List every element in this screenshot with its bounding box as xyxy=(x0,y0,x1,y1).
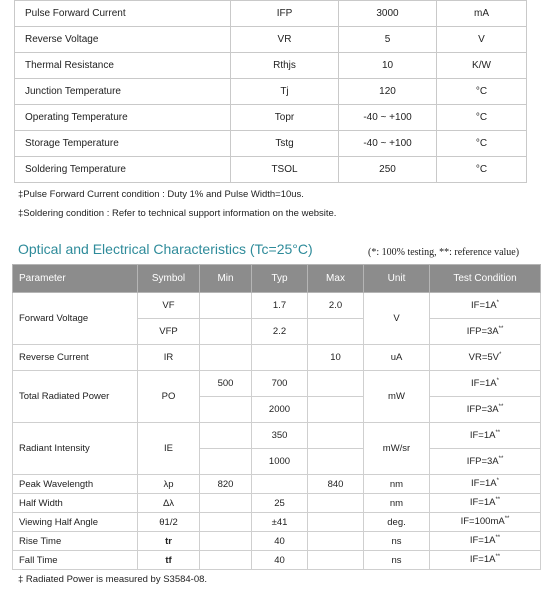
col-header-max: Max xyxy=(308,265,364,293)
condition-text: IF=1A xyxy=(469,430,496,442)
soldering-note: ‡Soldering condition : Refer to technical support information on the website. xyxy=(18,208,337,219)
condition-text: IF=1A xyxy=(469,497,496,509)
pulse-current-note: ‡Pulse Forward Current condition : Duty 1% and Pulse Width=10us. xyxy=(18,189,304,200)
condition-cell xyxy=(430,494,541,513)
typ-cell: 1.7 xyxy=(252,293,308,319)
table-row xyxy=(13,293,541,319)
param-cell: Pulse Forward Current xyxy=(15,1,231,27)
max-cell xyxy=(308,494,364,513)
test-mark: * xyxy=(499,351,502,358)
condition-cell xyxy=(430,423,541,449)
absolute-ratings-table xyxy=(14,0,527,183)
table-row xyxy=(13,494,541,513)
value-cell: -40 ~ +100 xyxy=(339,131,437,157)
table-row xyxy=(15,27,527,53)
table-row xyxy=(13,371,541,397)
symbol-cell: IFP xyxy=(231,1,339,27)
unit-cell: mW/sr xyxy=(364,423,430,475)
condition-text: IF=1A xyxy=(471,378,497,390)
param-cell: Reverse Voltage xyxy=(15,27,231,53)
param-cell: Forward Voltage xyxy=(13,293,138,345)
condition-cell xyxy=(430,513,541,532)
condition-cell xyxy=(430,397,541,423)
col-header-symbol: Symbol xyxy=(138,265,200,293)
table-row xyxy=(15,105,527,131)
condition-cell xyxy=(430,293,541,319)
condition-cell xyxy=(430,449,541,475)
condition-cell xyxy=(430,532,541,551)
symbol-cell: tf xyxy=(138,551,200,570)
symbol-cell: IR xyxy=(138,345,200,371)
param-cell: Storage Temperature xyxy=(15,131,231,157)
col-header-parameter: Parameter xyxy=(13,265,138,293)
symbol-cell: Tstg xyxy=(231,131,339,157)
test-mark: * xyxy=(496,478,499,485)
min-cell xyxy=(200,319,252,345)
max-cell: 10 xyxy=(308,345,364,371)
table-row xyxy=(15,157,527,183)
condition-cell xyxy=(430,551,541,570)
unit-cell: °C xyxy=(437,105,527,131)
typ-cell: ±41 xyxy=(252,513,308,532)
value-cell: 10 xyxy=(339,53,437,79)
param-cell: Reverse Current xyxy=(13,345,138,371)
table-row xyxy=(13,423,541,449)
min-cell xyxy=(200,423,252,449)
typ-cell: 2.2 xyxy=(252,319,308,345)
param-cell: Viewing Half Angle xyxy=(13,513,138,532)
unit-cell: nm xyxy=(364,494,430,513)
table-row xyxy=(15,53,527,79)
header-row xyxy=(13,265,541,293)
condition-cell xyxy=(430,319,541,345)
param-cell: Fall Time xyxy=(13,551,138,570)
symbol-cell: Δλ xyxy=(138,494,200,513)
test-mark: * xyxy=(496,299,499,306)
max-cell xyxy=(308,371,364,397)
test-mark: ** xyxy=(495,554,501,561)
unit-cell: deg. xyxy=(364,513,430,532)
optical-electrical-table xyxy=(12,264,541,570)
param-cell: Half Width xyxy=(13,494,138,513)
max-cell xyxy=(308,513,364,532)
max-cell xyxy=(308,319,364,345)
typ-cell xyxy=(252,345,308,371)
min-cell xyxy=(200,513,252,532)
typ-cell: 25 xyxy=(252,494,308,513)
param-cell: Thermal Resistance xyxy=(15,53,231,79)
table-row xyxy=(13,551,541,570)
test-mark: ** xyxy=(495,497,501,504)
test-mark: ** xyxy=(498,455,504,462)
max-cell: 2.0 xyxy=(308,293,364,319)
section-note: (*: 100% testing, **: reference value) xyxy=(368,247,520,258)
value-cell: 250 xyxy=(339,157,437,183)
param-cell: Peak Wavelength xyxy=(13,475,138,494)
table-row xyxy=(15,79,527,105)
typ-cell: 40 xyxy=(252,551,308,570)
unit-cell: nm xyxy=(364,475,430,494)
test-mark: ** xyxy=(495,429,501,436)
symbol-cell: IE xyxy=(138,423,200,475)
condition-text: IFP=3A xyxy=(466,456,499,468)
table-row xyxy=(13,513,541,532)
unit-cell: ns xyxy=(364,532,430,551)
max-cell xyxy=(308,449,364,475)
typ-cell: 2000 xyxy=(252,397,308,423)
symbol-cell: VF xyxy=(138,293,200,319)
value-cell: 120 xyxy=(339,79,437,105)
typ-cell: 700 xyxy=(252,371,308,397)
param-cell: Total Radiated Power xyxy=(13,371,138,423)
condition-text: IF=1A xyxy=(469,535,496,547)
min-cell xyxy=(200,532,252,551)
symbol-cell: VR xyxy=(231,27,339,53)
max-cell xyxy=(308,397,364,423)
param-cell: Junction Temperature xyxy=(15,79,231,105)
symbol-cell: Topr xyxy=(231,105,339,131)
max-cell: 840 xyxy=(308,475,364,494)
min-cell xyxy=(200,449,252,475)
condition-text: VR=5V xyxy=(468,352,500,364)
param-cell: Radiant Intensity xyxy=(13,423,138,475)
radiated-power-footnote: ‡ Radiated Power is measured by S3584-08. xyxy=(18,574,208,585)
param-cell: Rise Time xyxy=(13,532,138,551)
table-row xyxy=(13,345,541,371)
symbol-cell: VFP xyxy=(138,319,200,345)
symbol-cell: Rthjs xyxy=(231,53,339,79)
min-cell xyxy=(200,551,252,570)
unit-cell: V xyxy=(364,293,430,345)
unit-cell: mA xyxy=(437,1,527,27)
param-cell: Operating Temperature xyxy=(15,105,231,131)
table-row xyxy=(13,532,541,551)
min-cell xyxy=(200,293,252,319)
min-cell: 500 xyxy=(200,371,252,397)
unit-cell: K/W xyxy=(437,53,527,79)
param-cell: Soldering Temperature xyxy=(15,157,231,183)
symbol-cell: Tj xyxy=(231,79,339,105)
symbol-cell: TSOL xyxy=(231,157,339,183)
unit-cell: °C xyxy=(437,131,527,157)
min-cell xyxy=(200,345,252,371)
col-header-typ: Typ xyxy=(252,265,308,293)
unit-cell: V xyxy=(437,27,527,53)
table-row xyxy=(15,131,527,157)
unit-cell: °C xyxy=(437,157,527,183)
min-cell xyxy=(200,397,252,423)
condition-text: IF=1A xyxy=(471,478,497,490)
unit-cell: °C xyxy=(437,79,527,105)
test-mark: ** xyxy=(498,325,504,332)
symbol-cell: tr xyxy=(138,532,200,551)
condition-text: IF=1A xyxy=(471,300,497,312)
min-cell xyxy=(200,494,252,513)
condition-cell xyxy=(430,371,541,397)
condition-text: IF=100mA xyxy=(460,516,505,528)
condition-cell xyxy=(430,345,541,371)
value-cell: 3000 xyxy=(339,1,437,27)
condition-text: IFP=3A xyxy=(466,326,499,338)
typ-cell: 1000 xyxy=(252,449,308,475)
test-mark: ** xyxy=(504,516,510,523)
max-cell xyxy=(308,423,364,449)
symbol-cell: θ1/2 xyxy=(138,513,200,532)
col-header-unit: Unit xyxy=(364,265,430,293)
max-cell xyxy=(308,551,364,570)
table-row xyxy=(13,475,541,494)
typ-cell xyxy=(252,475,308,494)
condition-text: IF=1A xyxy=(469,554,496,566)
test-mark: * xyxy=(496,377,499,384)
typ-cell: 350 xyxy=(252,423,308,449)
test-mark: ** xyxy=(495,535,501,542)
unit-cell: ns xyxy=(364,551,430,570)
value-cell: 5 xyxy=(339,27,437,53)
unit-cell: uA xyxy=(364,345,430,371)
max-cell xyxy=(308,532,364,551)
section-title: Optical and Electrical Characteristics (Tc=25°C) xyxy=(18,241,313,257)
typ-cell: 40 xyxy=(252,532,308,551)
unit-cell: mW xyxy=(364,371,430,423)
test-mark: ** xyxy=(498,403,504,410)
condition-cell xyxy=(430,475,541,494)
symbol-cell: λp xyxy=(138,475,200,494)
value-cell: -40 ~ +100 xyxy=(339,105,437,131)
col-header-min: Min xyxy=(200,265,252,293)
symbol-cell: PO xyxy=(138,371,200,423)
col-header-test-condition: Test Condition xyxy=(430,265,541,293)
condition-text: IFP=3A xyxy=(466,404,499,416)
table-row xyxy=(15,1,527,27)
min-cell: 820 xyxy=(200,475,252,494)
